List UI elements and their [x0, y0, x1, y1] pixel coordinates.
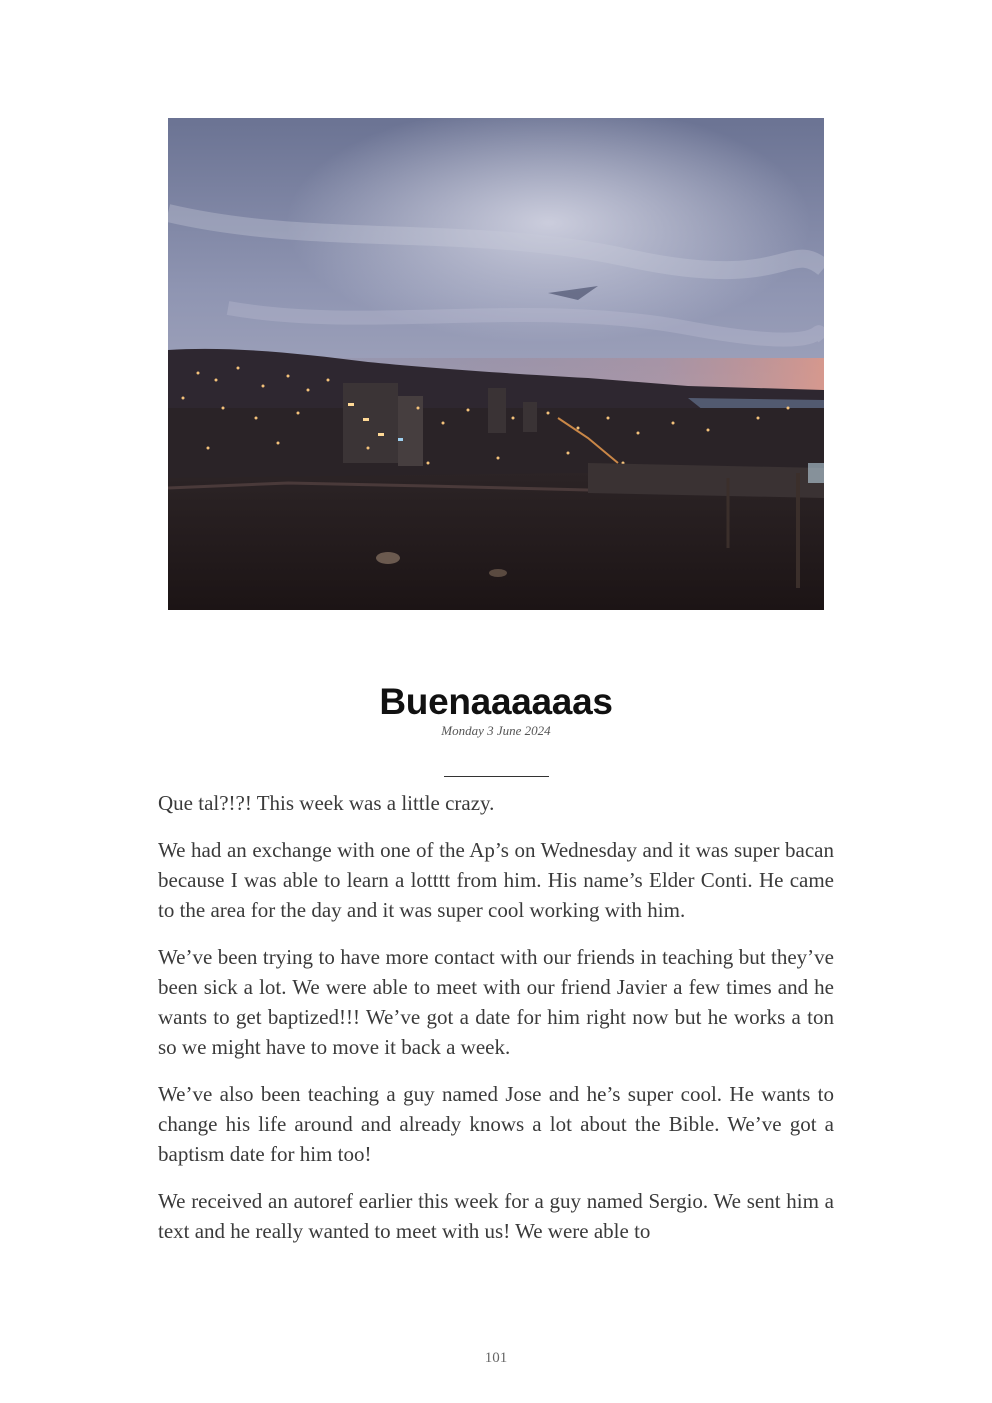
city-dusk-photo: [168, 118, 824, 610]
paragraph: We had an exchange with one of the Ap’s on Wednesday and it was super bacan because I was able to learn a lotttt from him. His name’s Elder Conti. He came to the area for the day and it was super cool working with him.: [158, 838, 834, 922]
paragraph: We’ve also been teaching a guy named Jose and he’s super cool. He wants to change his life around and already knows a lot about the Bible. We’ve got a baptism date for him too!: [158, 1082, 834, 1166]
post-date: Monday 3 June 2024: [441, 723, 551, 738]
paragraph: We received an autoref earlier this week for a guy named Sergio. We sent him a text and he really wanted to meet with us! We were able to: [158, 1189, 834, 1243]
paragraph: Que tal?!?! This week was a little crazy.: [158, 791, 495, 815]
article-body: [158, 788, 834, 1263]
page-number: 101: [484, 1350, 508, 1366]
page-title: Buenaaaaaas: [379, 681, 613, 722]
title-divider: [444, 776, 549, 777]
paragraph: We’ve been trying to have more contact with our friends in teaching but they’ve been sick a lot. We were able to meet with our friend Javier a few times and he wants to get baptized!!! We’ve got a date for him right now but he works a ton so we might have to move it back a week.: [158, 945, 834, 1059]
city-dusk-illustration: [168, 118, 824, 610]
